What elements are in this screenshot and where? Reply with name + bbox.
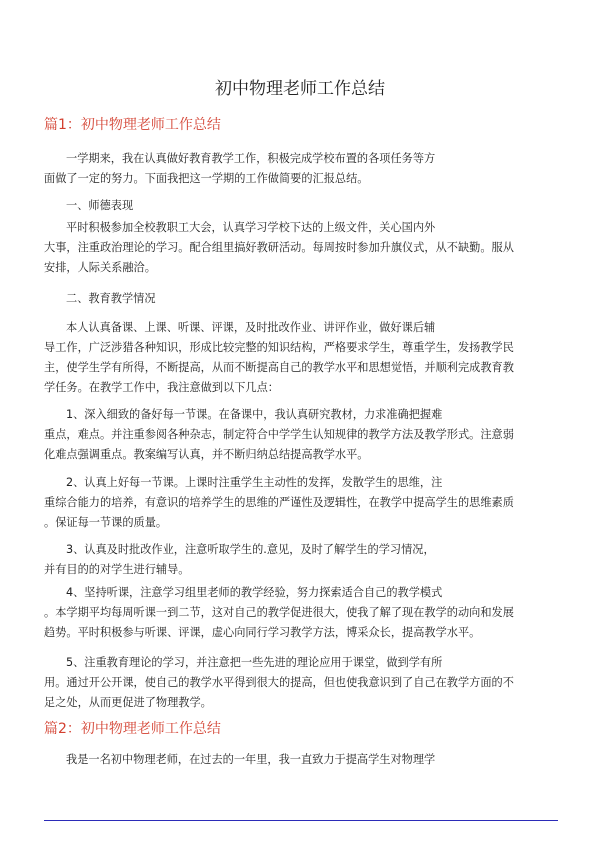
paragraph-line: 5、注重教育理论的学习，并注意把一些先进的理论应用于课堂，做到学有所: [66, 656, 443, 669]
paragraph-line: 。保证每一节课的质量。: [44, 516, 168, 529]
section2-title: [44, 289, 564, 309]
paragraph-line: 2、认真上好每一节课。上课时注重学生主动性的发挥，发散学生的思维，注: [66, 476, 443, 489]
paragraph-line: 本人认真备课、上课、听课、评课，及时批改作业、讲评作业，做好课后辅: [66, 321, 436, 334]
paragraph-line: 重点，难点。并注重参阅各种杂志，制定符合中学学生认知规律的教学方法及教学形式。注意弱: [44, 428, 514, 441]
point-5: [44, 653, 564, 713]
paragraph-line: 一、师德表现: [66, 199, 134, 212]
paragraph-line: 1、深入细致的备好每一节课。在备课中，我认真研究教材，力求准确把握难: [66, 408, 443, 421]
section2-body: [44, 318, 564, 398]
paragraph-line: 。本学期平均每周听课一到二节，这对自己的教学促进很大，使我了解了现在教学的动向和发展: [44, 606, 514, 619]
article2-heading: 篇2：初中物理老师工作总结: [44, 721, 221, 737]
point-3: [44, 540, 564, 580]
paragraph-line: 安排，人际关系融洽。: [44, 261, 156, 274]
document-title: 初中物理老师工作总结: [215, 79, 385, 99]
paragraph-line: 二、教育教学情况: [66, 292, 156, 305]
paragraph-line: 趋势。平时积极参与听课、评课，虚心向同行学习教学方法，博采众长，提高教学水平。: [44, 626, 481, 639]
paragraph-line: 足之处，从而更促进了物理教学。: [44, 696, 212, 709]
section1-title: [44, 196, 564, 216]
footer-divider: [44, 820, 558, 821]
section1-body: [44, 218, 564, 278]
article1-heading: 篇1：初中物理老师工作总结: [44, 117, 221, 133]
point-2: [44, 473, 564, 533]
paragraph-line: 用。通过开公开课，使自己的教学水平得到很大的提高，但也使我意识到了自己在教学方面的不: [44, 676, 514, 689]
paragraph-line: 大事，注重政治理论的学习。配合组里搞好教研活动。每周按时参加升旗仪式，从不缺勤。服从: [44, 241, 514, 254]
point-4: [44, 583, 564, 643]
paragraph-line: 并有目的的对学生进行辅导。: [44, 563, 190, 576]
paragraph-line: 学任务。在教学工作中，我注意做到以下几点：: [44, 381, 279, 394]
article1-intro: [44, 149, 564, 189]
paragraph-line: 主，使学生学有所得，不断提高，从而不断提高自己的教学水平和思想觉悟，并顺利完成教育教: [44, 361, 514, 374]
article2-intro: [44, 750, 564, 770]
paragraph-line: 导工作，广泛涉猎各种知识，形成比较完整的知识结构，严格要求学生，尊重学生，发扬教学民: [44, 341, 514, 354]
paragraph-line: 一学期来，我在认真做好教育教学工作，积极完成学校布置的各项任务等方: [66, 152, 436, 165]
paragraph-line: 4、坚持听课，注意学习组里老师的教学经验，努力探索适合自己的教学模式: [66, 586, 443, 599]
point-1: [44, 405, 564, 465]
paragraph-line: 面做了一定的努力。下面我把这一学期的工作做简要的汇报总结。: [44, 172, 369, 185]
paragraph-line: 平时积极参加全校教职工大会，认真学习学校下达的上级文件，关心国内外: [66, 221, 436, 234]
paragraph-line: 重综合能力的培养，有意识的培养学生的思维的严谨性及逻辑性，在教学中提高学生的思维素质: [44, 496, 514, 509]
paragraph-line: 3、认真及时批改作业，注意听取学生的.意见，及时了解学生的学习情况，: [66, 543, 435, 556]
paragraph-line: 化难点强调重点。教案编写认真，并不断归纳总结提高教学水平。: [44, 448, 369, 461]
paragraph-line: 我是一名初中物理老师，在过去的一年里，我一直致力于提高学生对物理学: [66, 753, 436, 766]
